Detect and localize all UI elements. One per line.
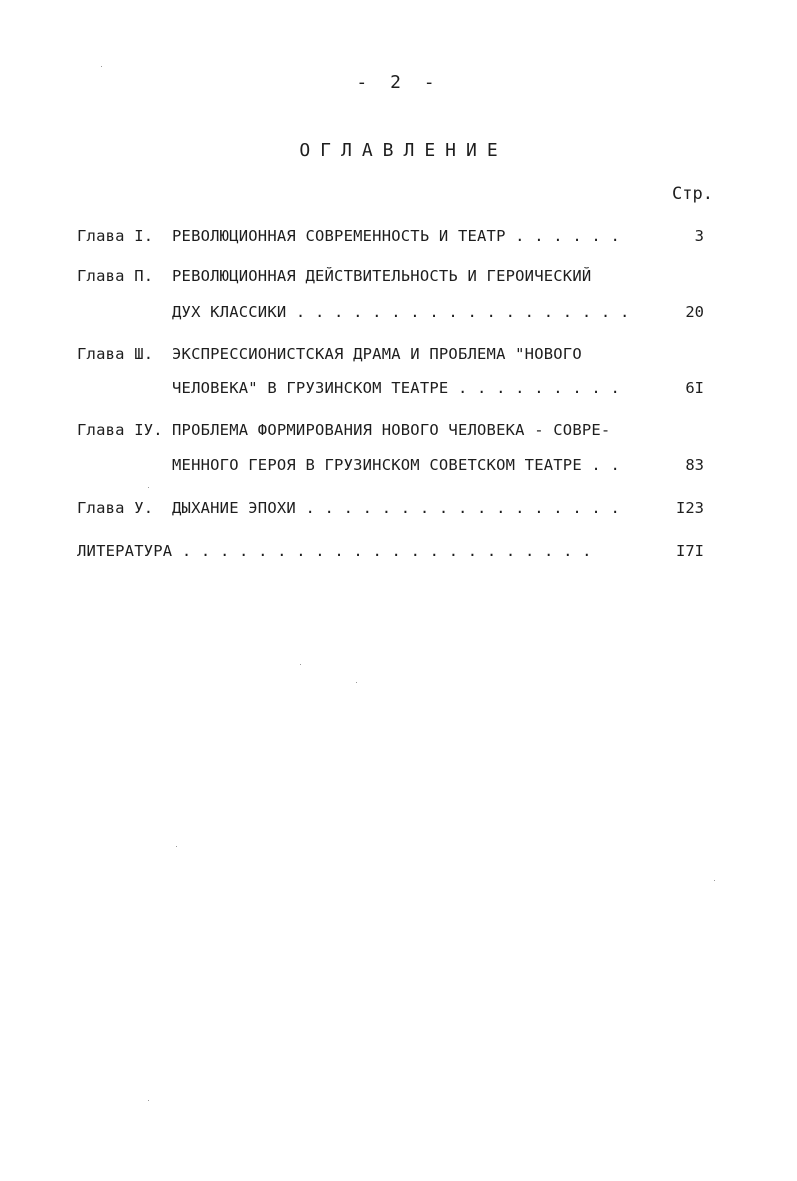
chapter-title-line: ДЫХАНИЕ ЭПОХИ . . . . . . . . . . . . . . . . .: [172, 499, 620, 517]
chapter-title-line: ЧЕЛОВЕКА" В ГРУЗИНСКОМ ТЕАТРЕ . . . . . . . . .: [172, 379, 620, 397]
toc-entry-4: [77, 420, 610, 440]
chapter-title-line: ЛИТЕРАТУРА . . . . . . . . . . . . . . . . . . . . . .: [77, 542, 592, 560]
chapter-label: Глава IУ.: [77, 421, 163, 439]
toc-page-number: 83: [685, 456, 704, 474]
chapter-label: Глава У.: [77, 499, 154, 517]
chapter-label: Глава Ш.: [77, 345, 154, 363]
page-column-header: Стр.: [672, 184, 713, 204]
toc-page-number: I23: [676, 499, 704, 517]
scan-speck: [101, 66, 102, 67]
scan-speck: [356, 682, 357, 683]
chapter-title-line: РЕВОЛЮЦИОННАЯ ДЕЙСТВИТЕЛЬНОСТЬ И ГЕРОИЧЕСКИЙ: [172, 267, 592, 285]
toc-entry-2-continuation: [172, 302, 630, 322]
chapter-title-line: РЕВОЛЮЦИОННАЯ СОВРЕМЕННОСТЬ И ТЕАТР . . . . . .: [172, 227, 620, 245]
toc-entry-5: [77, 498, 620, 518]
toc-page-number: 20: [685, 303, 704, 321]
chapter-title-line: МЕННОГО ГЕРОЯ В ГРУЗИНСКОМ СОВЕТСКОМ ТЕАТРЕ . .: [172, 456, 620, 474]
chapter-label: Глава I.: [77, 227, 154, 245]
scan-speck: [176, 846, 177, 847]
toc-entry-3-continuation: [172, 378, 620, 398]
page-number: - 2 -: [356, 72, 441, 93]
toc-entry-1: [77, 226, 620, 246]
toc-page-number: 6I: [685, 379, 704, 397]
toc-entry-2: [77, 266, 591, 286]
chapter-title-line: ЭКСПРЕССИОНИСТСКАЯ ДРАМА И ПРОБЛЕМА "НОВОГО: [172, 345, 582, 363]
toc-entry-4-continuation: [172, 455, 620, 475]
chapter-label: Глава П.: [77, 267, 154, 285]
toc-entry-literature: [77, 541, 592, 561]
scan-speck: [148, 1100, 149, 1101]
scan-speck: [300, 664, 301, 665]
scan-speck: [148, 487, 149, 488]
chapter-title-line: ПРОБЛЕМА ФОРМИРОВАНИЯ НОВОГО ЧЕЛОВЕКА - СОВРЕ-: [172, 421, 611, 439]
chapter-title-line: ДУХ КЛАССИКИ . . . . . . . . . . . . . . . . . .: [172, 303, 630, 321]
page-title: ОГЛАВЛЕНИЕ: [299, 140, 508, 161]
scan-speck: [714, 880, 715, 881]
toc-entry-3: [77, 344, 582, 364]
toc-page-number: 3: [694, 227, 704, 245]
toc-page-number: I7I: [676, 542, 704, 560]
